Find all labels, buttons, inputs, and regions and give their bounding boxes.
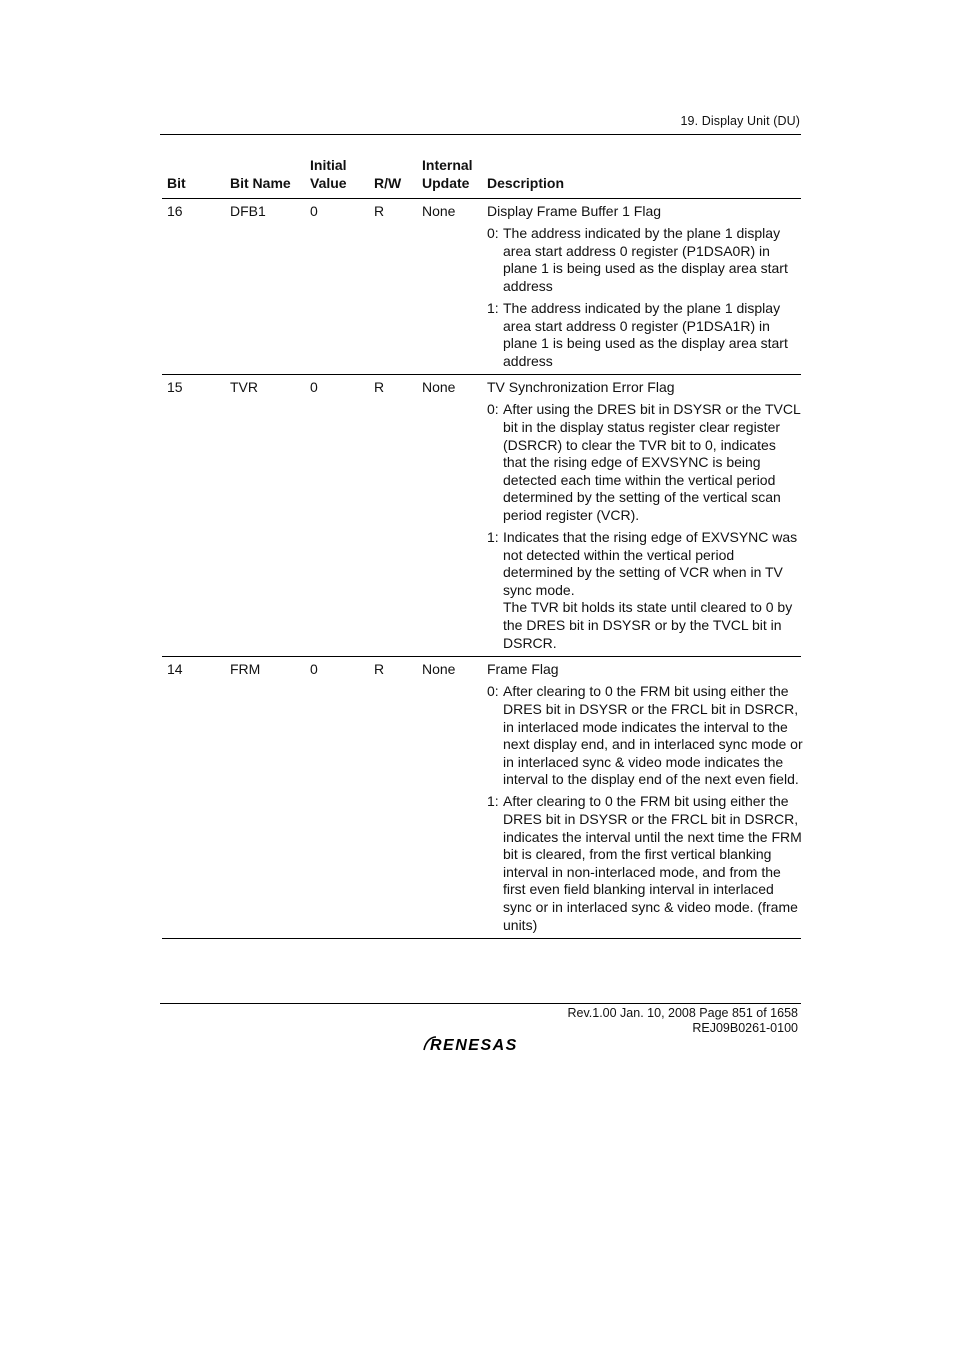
- table-header-row: [162, 158, 801, 199]
- description-cell: [487, 375, 803, 656]
- value-definition: [487, 529, 803, 652]
- description-title: Display Frame Buffer 1 Flag: [487, 203, 662, 219]
- value-code: 1:: [487, 529, 499, 546]
- value-code: 0:: [487, 225, 499, 242]
- header-rule: [160, 134, 801, 135]
- bit-cell: 14: [167, 661, 183, 678]
- bit-name-cell: FRM: [230, 661, 261, 678]
- footer-rule: [160, 1003, 801, 1004]
- value-code: 1:: [487, 793, 499, 810]
- footer-document-number: REJ09B0261-0100: [692, 1021, 798, 1035]
- value-definition: [487, 225, 803, 295]
- running-header: 19. Display Unit (DU): [680, 114, 800, 128]
- svg-text:RENESAS: RENESAS: [430, 1037, 518, 1054]
- table-row: [162, 657, 801, 939]
- table-row: [162, 199, 801, 375]
- col-header-initial-value: [310, 157, 347, 192]
- value-code: 0:: [487, 401, 499, 418]
- rw-cell: R: [374, 203, 385, 219]
- value-definition: [487, 793, 803, 934]
- bit-name-cell: TVR: [230, 379, 258, 396]
- col-header-bit-name: Bit Name: [230, 174, 291, 191]
- initial-value-cell: 0: [310, 203, 318, 219]
- internal-update-cell: None: [422, 661, 456, 678]
- value-text: After using the DRES bit in DSYSR or the TVCL bit in the display status register clear register (DSRCR) to clear the TVR bit to 0, indicates that the rising edge of EXVSYNC is being detected each time within the vertical period determined by the setting of the vertical scan period register (VCR).: [503, 401, 801, 523]
- description-cell: [487, 199, 803, 374]
- value-definition: [487, 401, 803, 524]
- value-code: 1:: [487, 299, 499, 316]
- value-text: The address indicated by the plane 1 display area start address 0 register (P1DSA0R) in plane 1 is being used as the display area start address: [503, 225, 788, 294]
- initial-value-cell: 0: [310, 379, 318, 396]
- col-header-rw: R/W: [374, 174, 402, 191]
- value-code: 0:: [487, 683, 499, 700]
- col-header-internal-update: [422, 157, 473, 192]
- col-header-update-line1: Internal: [422, 157, 473, 173]
- rw-cell: R: [374, 379, 385, 396]
- col-header-update-line2: Update: [422, 174, 470, 191]
- table-row: [162, 375, 801, 657]
- register-table: [162, 158, 801, 939]
- footer-revision: Rev.1.00 Jan. 10, 2008 Page 851 of 1658: [567, 1006, 798, 1020]
- value-text: After clearing to 0 the FRM bit using either the DRES bit in DSYSR or the FRCL bit in DSRCR, in interlaced mode indicates the interval to the next display end, and in interlaced sync mode or in interlaced sync & video mode indicates the interval to the display end of the next even field.: [503, 683, 803, 788]
- renesas-logo: [422, 1034, 540, 1054]
- value-text: Indicates that the rising edge of EXVSYNC was not detected within the vertical period determined by the setting of VCR when in TV sync mode.: [503, 529, 798, 598]
- value-definition: [487, 683, 803, 789]
- col-header-bit: Bit: [167, 174, 186, 191]
- value-note: The TVR bit holds its state until cleared to 0 by the DRES bit in DSYSR or by the TVCL bit in DSRCR.: [503, 599, 793, 651]
- rw-cell: R: [374, 661, 385, 678]
- initial-value-cell: 0: [310, 661, 318, 678]
- internal-update-cell: None: [422, 379, 456, 396]
- description-title: TV Synchronization Error Flag: [487, 379, 675, 396]
- col-header-initial-line1: Initial: [310, 157, 347, 173]
- description-title: Frame Flag: [487, 661, 559, 678]
- value-definition: [487, 300, 803, 370]
- bit-cell: 16: [167, 203, 183, 219]
- table-body: [162, 199, 801, 939]
- bit-cell: 15: [167, 379, 183, 396]
- value-text: After clearing to 0 the FRM bit using either the DRES bit in DSYSR or the FRCL bit in DSRCR, indicates the interval until the next time the FRM bit is cleared, from the first vertical blanking interval in non-interlaced mode, and from the first even field blanking interval in interlaced sync or in interlaced sync & video mode. (frame units): [503, 793, 802, 933]
- col-header-initial-line2: Value: [310, 174, 347, 191]
- value-text: The address indicated by the plane 1 display area start address 0 register (P1DSA1R) in plane 1 is being used as the display area start address: [503, 299, 788, 369]
- internal-update-cell: None: [422, 203, 456, 219]
- description-cell: [487, 657, 803, 938]
- col-header-description: Description: [487, 174, 565, 191]
- bit-name-cell: DFB1: [230, 203, 266, 219]
